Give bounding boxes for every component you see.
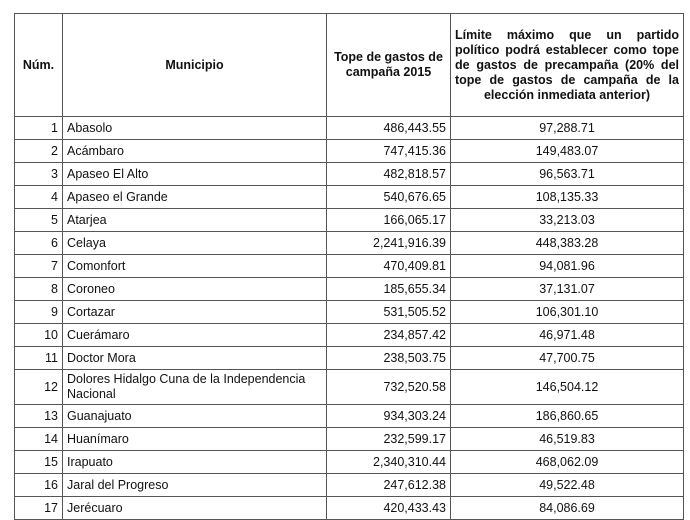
row-limite: 46,971.48 [451, 324, 684, 347]
row-municipio: Guanajuato [63, 405, 327, 428]
row-tope: 185,655.34 [327, 278, 451, 301]
row-municipio: Dolores Hidalgo Cuna de la Independencia Nacional [63, 370, 327, 405]
row-tope: 470,409.81 [327, 255, 451, 278]
row-tope: 2,241,916.39 [327, 232, 451, 255]
row-municipio: Doctor Mora [63, 347, 327, 370]
row-num: 11 [15, 347, 63, 370]
table-row [15, 163, 684, 186]
row-municipio: Coroneo [63, 278, 327, 301]
row-tope: 232,599.17 [327, 428, 451, 451]
row-num: 15 [15, 451, 63, 474]
row-tope: 540,676.65 [327, 186, 451, 209]
row-limite: 33,213.03 [451, 209, 684, 232]
row-tope: 486,443.55 [327, 117, 451, 140]
table-row [15, 405, 684, 428]
row-tope: 166,065.17 [327, 209, 451, 232]
table-row [15, 278, 684, 301]
row-municipio: Jaral del Progreso [63, 474, 327, 497]
row-limite: 149,483.07 [451, 140, 684, 163]
row-limite: 106,301.10 [451, 301, 684, 324]
row-limite: 468,062.09 [451, 451, 684, 474]
row-tope: 238,503.75 [327, 347, 451, 370]
row-limite: 448,383.28 [451, 232, 684, 255]
row-tope: 247,612.38 [327, 474, 451, 497]
row-num: 8 [15, 278, 63, 301]
header-row [15, 14, 684, 117]
row-limite: 96,563.71 [451, 163, 684, 186]
row-limite: 49,522.48 [451, 474, 684, 497]
row-tope: 420,433.43 [327, 497, 451, 520]
row-num: 2 [15, 140, 63, 163]
table-row [15, 370, 684, 405]
row-limite: 146,504.12 [451, 370, 684, 405]
row-limite: 46,519.83 [451, 428, 684, 451]
row-tope: 2,340,310.44 [327, 451, 451, 474]
row-municipio: Jerécuaro [63, 497, 327, 520]
row-num: 5 [15, 209, 63, 232]
table-row [15, 186, 684, 209]
row-municipio: Irapuato [63, 451, 327, 474]
row-tope: 934,303.24 [327, 405, 451, 428]
header-municipio: Municipio [63, 14, 327, 117]
row-municipio: Celaya [63, 232, 327, 255]
header-num: Núm. [15, 14, 63, 117]
row-limite: 47,700.75 [451, 347, 684, 370]
row-municipio: Apaseo el Grande [63, 186, 327, 209]
table-row [15, 451, 684, 474]
row-num: 16 [15, 474, 63, 497]
row-municipio: Atarjea [63, 209, 327, 232]
header-tope: Tope de gastos de campaña 2015 [327, 14, 451, 117]
campaign-spending-table [14, 13, 684, 520]
table-row [15, 232, 684, 255]
row-municipio: Comonfort [63, 255, 327, 278]
row-num: 7 [15, 255, 63, 278]
row-num: 10 [15, 324, 63, 347]
row-num: 1 [15, 117, 63, 140]
table-row [15, 117, 684, 140]
row-num: 14 [15, 428, 63, 451]
row-tope: 531,505.52 [327, 301, 451, 324]
table-row [15, 497, 684, 520]
row-limite: 97,288.71 [451, 117, 684, 140]
row-num: 17 [15, 497, 63, 520]
row-tope: 747,415.36 [327, 140, 451, 163]
row-tope: 482,818.57 [327, 163, 451, 186]
row-tope: 732,520.58 [327, 370, 451, 405]
row-municipio: Apaseo El Alto [63, 163, 327, 186]
row-num: 3 [15, 163, 63, 186]
row-limite: 37,131.07 [451, 278, 684, 301]
table-row [15, 324, 684, 347]
table-row [15, 140, 684, 163]
header-limite: Límite máximo que un partido político podrá establecer como tope de gastos de precampaña (20% del tope de gastos de campaña de la elección inmediata anterior) [451, 14, 684, 117]
row-num: 9 [15, 301, 63, 324]
row-limite: 84,086.69 [451, 497, 684, 520]
row-num: 4 [15, 186, 63, 209]
row-municipio: Abasolo [63, 117, 327, 140]
table-row [15, 347, 684, 370]
row-num: 12 [15, 370, 63, 405]
row-municipio: Acámbaro [63, 140, 327, 163]
row-municipio: Huanímaro [63, 428, 327, 451]
table-row [15, 474, 684, 497]
row-limite: 94,081.96 [451, 255, 684, 278]
row-municipio: Cortazar [63, 301, 327, 324]
table-row [15, 428, 684, 451]
row-num: 6 [15, 232, 63, 255]
row-tope: 234,857.42 [327, 324, 451, 347]
row-num: 13 [15, 405, 63, 428]
row-municipio: Cuerámaro [63, 324, 327, 347]
table-row [15, 301, 684, 324]
row-limite: 108,135.33 [451, 186, 684, 209]
table-row [15, 209, 684, 232]
row-limite: 186,860.65 [451, 405, 684, 428]
table-row [15, 255, 684, 278]
table-body [15, 117, 684, 520]
